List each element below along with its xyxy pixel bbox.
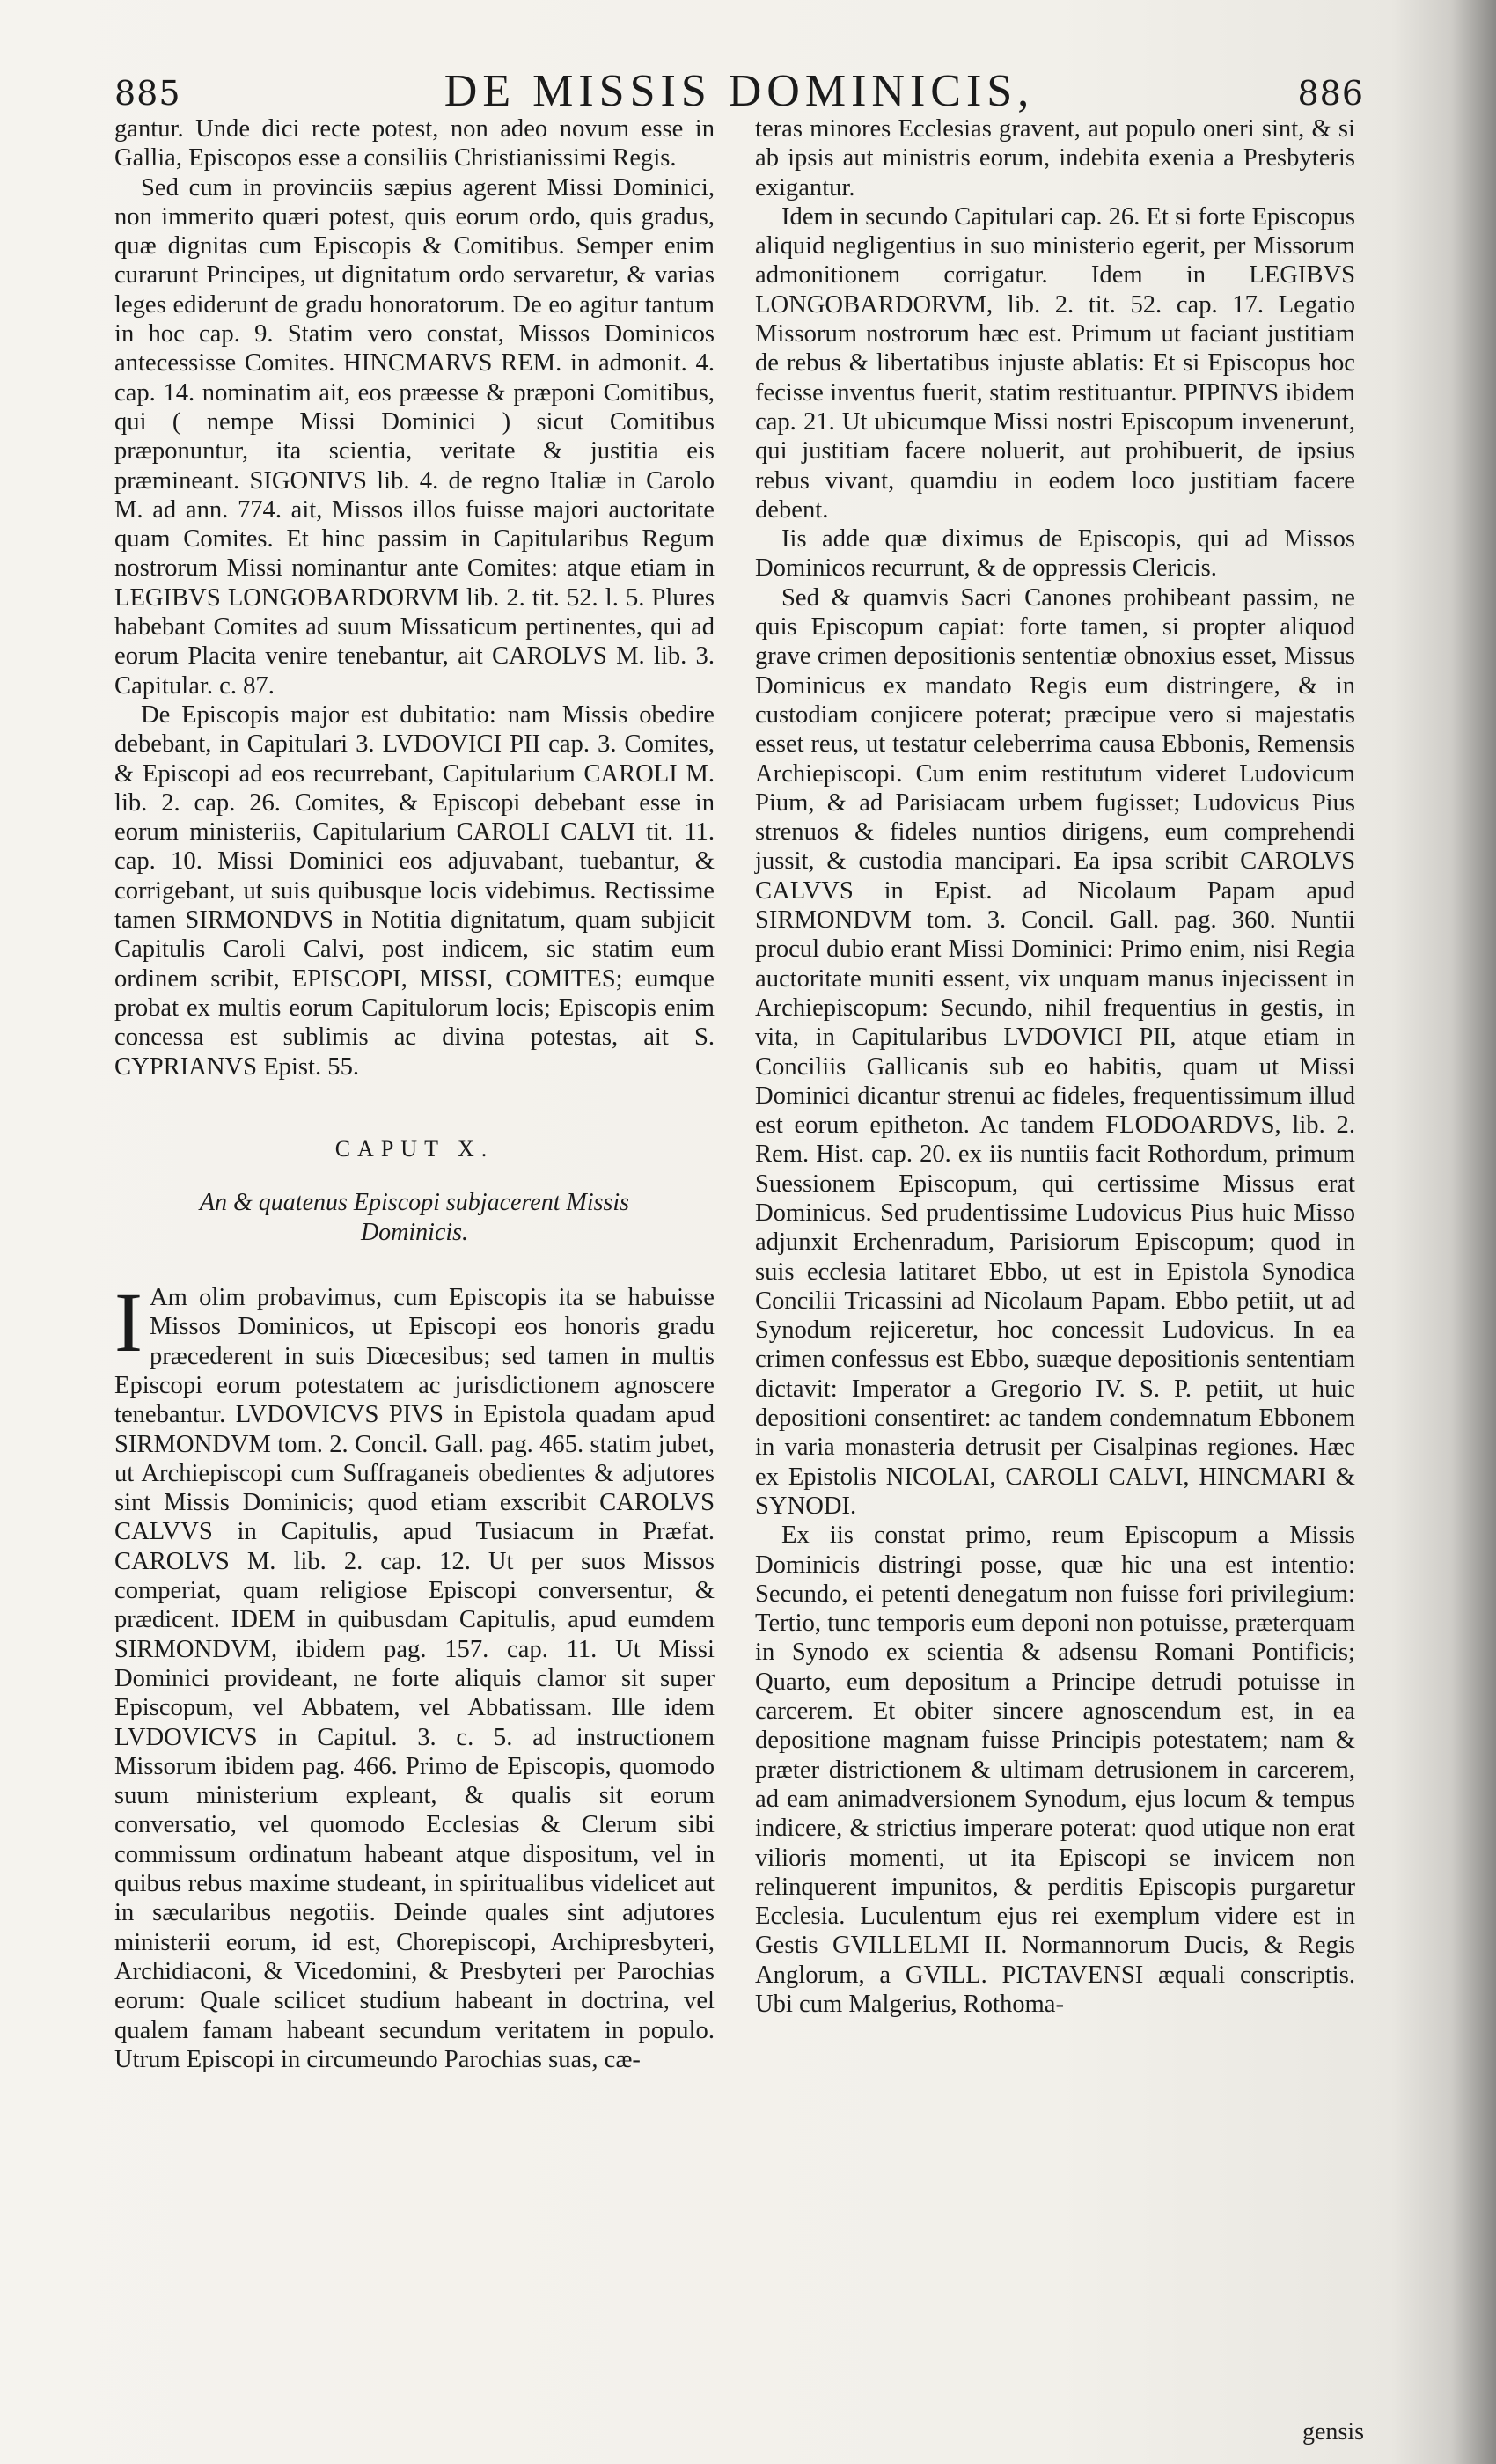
left-column [114,114,715,2074]
left-paragraph-4 [114,1275,715,2074]
left-paragraph-1: gantur. Unde dici recte potest, non adeo novum esse in Gallia, Episcopos esse a consiliis Christianissimi Regis. [114,115,715,172]
right-paragraph-1: teras minores Ecclesias gravent, aut populo oneri sint, & si ab ipsis aut ministris eorum, indebita exenia a Presbyteris exigantur. [755,115,1355,202]
left-page-number: 885 [114,74,181,113]
left-paragraph-2: Sed cum in provinciis sæpius agerent Missi Dominici, non immerito quæri potest, quis eorum ordo, quis gradus, quæ dignitas cum Episcopis & Comitibus. Semper enim curarunt Principes, ut dignitatum ordo servaretur, & varias leges ediderunt de gradu honoratorum. De eo agitur tantum in hoc cap. 9. Statim vero constat, Missos Dominicos antecessisse Comites. HINCMARVS REM. in admonit. 4. cap. 14. nominatim ait, eos præesse & præponi Comitibus, qui ( nempe Missi Dominici ) sicut Comitibus præponuntur, ita scientia, veritate & justitia eis præmineant. SIGONIVS lib. 4. de regno Italiæ in Carolo M. ad ann. 774. ait, Missos illos fuisse majori auctoritate quam Comites. Et hinc passim in Capitularibus Regum nostrorum Missi nominantur ante Comites: atque etiam in LEGIBVS LONGOBARDORVM lib. 2. tit. 52. l. 5. Plures habebant Comites ad suum Missaticum pertinentes, qui ad eorum Placita venire tenebantur, ait CAROLVS M. lib. 3. Capitular. c. 87. [114,173,715,700]
right-paragraph-2: Idem in secundo Capitulari cap. 26. Et si forte Episcopus aliquid negligentius in suo ministerio egerit, per Missorum admonitionem corrigatur. Idem in LEGIBVS LONGOBARDORVM, lib. 2. tit. 52. cap. 17. Legatio Missorum nostrorum hæc est. Primum ut faciant justitiam de rebus & libertatibus injuste ablatis: Et si Episcopus hoc fecisse inventus fuerit, statim restituantur. PIPINVS ibidem cap. 21. Ut ubicumque Missi nostri Episcopum invenerunt, qui justitiam facere noluerit, aut prohibuerit, de ipsius rebus vivant, quamdiu in eodem loco justitiam facere debent. [755,202,1355,524]
right-paragraph-5: Ex iis constat primo, reum Episcopum a Missis Dominicis distringi posse, quæ hic una est intentio: Secundo, ei petenti denegatum non fuisse fori privilegium: Tertio, tunc temporis eum deponi non potuisse, præterquam in Synodo ex scientia & adsensu Romani Pontificis; Quarto, eum depositum a Principe detrudi potuisse in carcerem. Et obiter sincere agnoscendum est, in ea depositione magnam fuisse Principis potestatem; nam & præter districtionem & ultimam detrusionem in carcerem, ad eam animadversionem Synodum, ejus locum & tempus indicere, & strictius imperare poterat: quod utique non erat vilioris momenti, ut ita Episcopi se invicem non relinquerent impunitos, & perditis Episcopis purgaretur Ecclesia. Luculentum ejus rei exemplum videre est in Gestis GVILLELMI II. Normannorum Ducis, & Regis Anglorum, a GVILL. PICTAVENSI æquali conscriptis. Ubi cum Malgerius, Rothoma- [755,1522,1355,2018]
right-paragraph-3: Iis adde quæ diximus de Episcopis, qui ad Missos Dominicos recurrunt, & de oppressis Clericis. [755,525,1355,583]
chapter-title: An & quatenus Episcopi subjacerent Missis Dominicis. [199,1189,630,1247]
right-page-number: 886 [1297,74,1364,113]
left-paragraph-3: De Episcopis major est dubitatio: nam Missis obedire debebant, in Capitulari 3. LVDOVICI PII cap. 3. Comites, & Episcopi ad eos recurrebant, Capitularium CAROLI M. lib. 2. cap. 26. Comites, & Episcopi debebant esse in eorum ministeriis, Capitularium CAROLI CALVI tit. 11. cap. 10. Missi Dominici eos adjuvabant, tuebantur, & corrigebant, ut suis quibusque locis videbimus. Rectissime tamen SIRMONDVS in Notitia dignitatum, quam subjicit Capitulis Caroli Calvi, post indicem, sic statim eum ordinem scribit, EPISCOPI, MISSI, COMITES; eumque probat ex multis eorum Capitulorum locis; Episcopis enim concessa est sublimis ac divina potestas, ait S. CYPRIANVS Epist. 55. [114,700,715,1081]
right-column [755,114,1355,2019]
catchword: gensis [1302,2418,1364,2446]
running-title: DE MISSIS DOMINICIS, [444,66,1035,116]
drop-cap: I [114,1275,143,1370]
left-paragraph-4-text: Am olim probavimus, cum Episcopis ita se habuisse Missos Dominicos, ut Episcopi eos honoris gradu præcederent in suis Diœcesibus; sed tamen in multis Episcopi eorum potestatem ac jurisdictionem agnoscere tenebantur. LVDOVICVS PIVS in Epistola quadam apud SIRMONDVM tom. 2. Concil. Gall. pag. 465. statim jubet, ut Archiepiscopi cum Suffraganeis obedientes & adjutores sint Missis Dominicis; quod etiam exscribit CAROLVS CALVVS in Capitulis, apud Tusiacum in Præfat. CAROLVS M. lib. 2. cap. 12. Ut per suos Missos comperiat, quam religiose Episcopi conversentur, & prædicent. IDEM in quibusdam Capitulis, apud eumdem SIRMONDVM, ibidem pag. 157. cap. 11. Ut Missi Dominici provideant, ne forte aliquis clamor sit super Episcopum, vel Abbatem, vel Abbatissam. Ille idem LVDOVICVS in Capitul. 3. c. 5. ad instructionem Missorum ibidem pag. 466. Primo de Episcopis, quomodo suum ministerium expleant, & qualis sit eorum conversatio, vel quomodo Ecclesias & Clerum sibi commissum ordinatum habeant atque dispositum, vel in quibus rebus maxime studeant, in spiritualibus videlicet aut in sæcularibus negotiis. Deinde quales sint adjutores ministerii eorum, id est, Chorepiscopi, Archipresbyteri, Archidiaconi, & Vicedomini, & Presbyteri per Parochias eorum: Quale scilicet studium habeant in doctrina, vel qualem famam habeant secundum veritatem in populo. Utrum Episcopi in circumeundo Parochias suas, cæ- [114,1284,715,2073]
right-paragraph-4: Sed & quamvis Sacri Canones prohibeant passim, ne quis Episcopum capiat: forte tamen, si propter aliquod grave crimen depositionis sententiæ obnoxius esset, Missus Dominicus ex mandato Regis eum distringere, & in custodiam conjicere poterat; præcipue vero si majestatis esset reus, ut testatur celeberrima causa Ebbonis, Remensis Archiepiscopi. Cum enim restitutum videret Ludovicum Pium, & ad Parisiacam urbem fugisset; Ludovicus Pius strenuos & fideles nuntios dirigens, eum comprehendi jussit, & custodia mancipari. Ea ipsa scribit CAROLVS CALVVS in Epist. ad Nicolaum Papam apud SIRMONDVM tom. 3. Concil. Gall. pag. 360. Nuntii procul dubio erant Missi Dominici: Primo enim, nisi Regia auctoritate muniti essent, vix unquam manus injecissent in Archiepiscopum: Secundo, nihil frequentius in gestis, in vita, in Capitularibus LVDOVICI PII, atque etiam in Conciliis Gallicanis sub eo habitis, quam ut Missi Dominici dicantur strenui ac fideles, frequentissimum illud est eorum epitheton. Ac tandem FLODOARDVS, lib. 2. Rem. Hist. cap. 20. ex iis nuntiis facit Rothordum, primum Suessionem Episcopum, qui certissime Missus erat Dominicus. Sed prudentissime Ludovicus Pius huic Misso adjunxit Erchenradum, Parisiorum Episcopum; quod in suis ecclesia latitaret Ebbo, ut est in Epistola Synodica Concilii Tricassini ad Nicolaum Papam. Ebbo petiit, ut ad Synodum rejiceretur, hoc concessit Ludovicus. In ea crimen confessus est Ebbo, suæque depositionis sententiam dictavit: Imperator a Gregorio IV. S. P. petiit, ut huic depositioni consentiret: ac tandem condemnatum Ebbonem in varia monasteria detrusit per Cisalpinas regiones. Hæc ex Epistolis NICOLAI, CAROLI CALVI, HINCMARI & SYNODI. [755,583,1355,1520]
chapter-label: CAPUT X. [334,1135,495,1162]
running-header [114,60,1364,121]
